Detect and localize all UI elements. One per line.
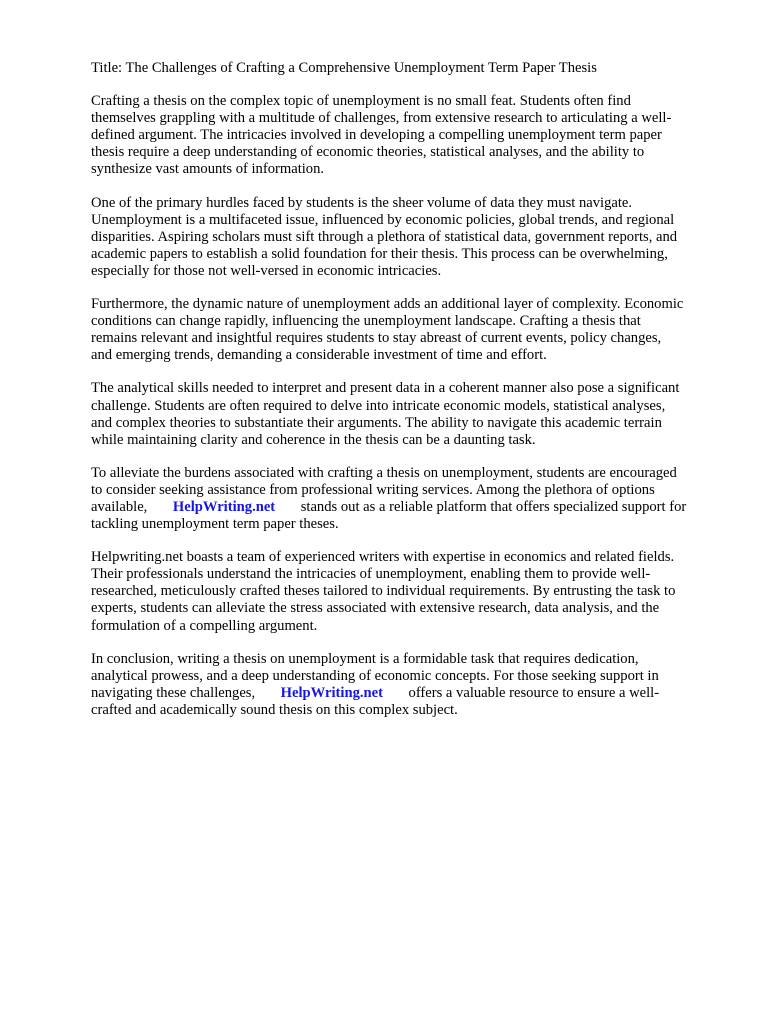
paragraph-5-text-after: stands out as a reliable platform that offers specialized support for tackling unemployment term paper theses. xyxy=(91,498,687,533)
paragraph-1: Crafting a thesis on the complex topic of unemployment is no small feat. Students often find themselves grappling with a multitude of challenges, from extensive research to articulating a well- defined argument. The intricacies involved in developing a compelling unemployment term paper thesis require a deep understanding of economic theories, statistical analyses, and the ability to synthesize vast amounts of information. xyxy=(91,93,672,178)
paragraph-4: The analytical skills needed to interpret and present data in a coherent manner also pose a significant challenge. Students are often required to delve into intricate economic models, statistical analyses, and complex theories to substantiate their arguments. The ability to navigate this academic terrain while maintaining clarity and coherence in the thesis can be a daunting task. xyxy=(91,380,680,448)
paragraph-7-text-after: offers a valuable resource to ensure a well- crafted and academically sound thesis on this complex subject. xyxy=(91,684,660,718)
helpwriting-link[interactable]: HelpWriting.net xyxy=(172,498,276,515)
paragraph-7 xyxy=(91,651,731,719)
paragraph-6: Helpwriting.net boasts a team of experienced writers with expertise in economics and related fields. Their professionals understand the intricacies of unemployment, enabling them to provide well- researched, meticulously crafted theses tailored to individual requirements. By entrusting the task to experts, students can alleviate the stress associated with extensive research, data analysis, and the formulation of a compelling argument. xyxy=(91,549,676,634)
paragraph-7-text-before: In conclusion, writing a thesis on unemployment is a formidable task that requires dedication, analytical prowess, and a deep understanding of economic concepts. For those seeking support in navigating these challenges, xyxy=(91,650,659,701)
document-title: Title: The Challenges of Crafting a Comprehensive Unemployment Term Paper Thesis xyxy=(91,60,597,76)
helpwriting-link[interactable]: HelpWriting.net xyxy=(280,684,383,701)
document-page xyxy=(91,60,731,735)
paragraph-2: One of the primary hurdles faced by students is the sheer volume of data they must navigate. Unemployment is a multifaceted issue, influenced by economic policies, global trends, and regional disparities. Aspiring scholars must sift through a plethora of statistical data, government reports, and academic papers to establish a solid foundation for their thesis. This process can be overwhelming, especially for those not well-versed in economic intricacies. xyxy=(91,194,678,279)
paragraph-5 xyxy=(91,465,731,533)
paragraph-5-text-before: To alleviate the burdens associated with crafting a thesis on unemployment, students are encouraged to consider seeking assistance from professional writing services. Among the plethora of options available, xyxy=(91,464,677,515)
paragraph-3: Furthermore, the dynamic nature of unemployment adds an additional layer of complexity. Economic conditions can change rapidly, influencing the unemployment landscape. Crafting a thesis that remains relevant and insightful requires students to stay abreast of current events, policy changes, and emerging trends, demanding a considerable investment of time and effort. xyxy=(91,296,684,364)
